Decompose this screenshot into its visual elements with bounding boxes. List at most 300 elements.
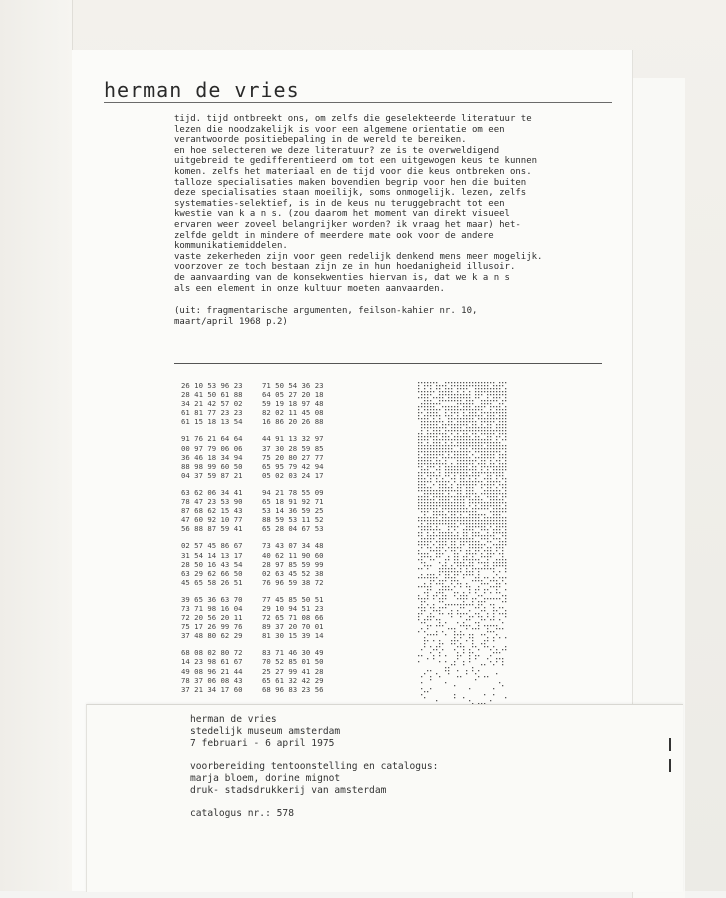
pattern-dot [502,550,503,551]
pattern-dot [481,394,482,395]
pattern-dot [436,505,437,506]
pattern-dot [472,562,473,563]
pattern-dot [478,625,479,626]
number-row: 37 30 28 59 85 [262,443,324,453]
pattern-dot [433,535,434,536]
pattern-dot [427,394,428,395]
pattern-dot [505,532,506,533]
pattern-dot [493,448,494,449]
pattern-dot [424,457,425,458]
quote-line: (uit: fragmentarische argumenten, feilson-kahier nr. 10, [174,306,478,317]
pattern-dot [448,388,449,389]
pattern-dot [481,412,482,413]
pattern-dot [421,433,422,434]
pattern-dot [460,424,461,425]
pattern-dot [496,505,497,506]
number-row: 77 45 85 50 51 [262,594,324,604]
pattern-dot [502,472,503,473]
pattern-dot [457,457,458,458]
pattern-dot [484,460,485,461]
pattern-dot [499,526,500,527]
essay-line: deze specialisaties staan moeilijk, soms onmogelijk. lezen, zelfs [174,188,527,199]
pattern-dot [466,523,467,524]
pattern-dot [490,394,491,395]
pattern-dot [451,640,452,641]
pattern-dot [478,436,479,437]
pattern-dot [454,580,455,581]
pattern-dot [487,553,488,554]
pattern-dot [484,451,485,452]
pattern-dot [484,538,485,539]
pattern-dot [496,481,497,482]
pattern-dot [484,478,485,479]
pattern-dot [418,499,419,500]
pattern-dot [490,511,491,512]
pattern-dot [493,457,494,458]
pattern-dot [493,421,494,422]
pattern-dot [445,580,446,581]
pattern-dot [481,535,482,536]
pattern-dot [493,580,494,581]
pattern-dot [484,556,485,557]
pattern-dot [505,538,506,539]
pattern-dot [469,634,470,635]
pattern-dot [484,607,485,608]
pattern-dot [418,451,419,452]
pattern-dot [490,517,491,518]
pattern-dot [487,418,488,419]
pattern-dot [457,580,458,581]
pattern-dot [460,454,461,455]
pattern-dot [472,604,473,605]
pattern-dot [505,397,506,398]
pattern-dot [496,523,497,524]
pattern-dot [445,496,446,497]
pattern-dot [451,508,452,509]
number-row: 68 96 83 23 56 [262,684,324,694]
pattern-dot [445,565,446,566]
pattern-dot [436,514,437,515]
pattern-dot [496,451,497,452]
pattern-dot [499,391,500,392]
pattern-dot [493,472,494,473]
number-row: 65 95 79 42 94 [262,461,324,471]
pattern-dot [499,466,500,467]
pattern-dot [448,556,449,557]
pattern-dot [421,442,422,443]
pattern-dot [487,388,488,389]
pattern-dot [457,640,458,641]
pattern-dot [505,577,506,578]
dot-pattern-graphic [416,380,608,710]
pattern-dot [460,460,461,461]
pattern-dot [424,460,425,461]
pattern-dot [502,496,503,497]
pattern-dot [463,559,464,560]
pattern-dot [496,598,497,599]
pattern-dot [505,469,506,470]
pattern-dot [433,532,434,533]
pattern-dot [427,412,428,413]
pattern-dot [439,676,440,677]
pattern-dot [433,538,434,539]
pattern-dot [418,466,419,467]
pattern-dot [463,661,464,662]
pattern-dot [433,577,434,578]
pattern-dot [469,409,470,410]
pattern-dot [487,529,488,530]
pattern-dot [433,433,434,434]
pattern-dot [436,523,437,524]
pattern-dot [496,502,497,503]
pattern-dot [478,496,479,497]
pattern-dot [433,421,434,422]
pattern-dot [439,427,440,428]
pattern-dot [481,427,482,428]
pattern-dot [463,469,464,470]
pattern-dot [442,538,443,539]
pattern-dot [427,409,428,410]
pattern-dot [478,394,479,395]
pattern-dot [472,511,473,512]
pattern-dot [499,382,500,383]
number-row: 65 28 04 67 53 [262,524,324,534]
pattern-dot [502,499,503,500]
pattern-dot [499,493,500,494]
pattern-dot [499,418,500,419]
pattern-dot [499,508,500,509]
pattern-dot [454,430,455,431]
pattern-dot [442,424,443,425]
pattern-dot [436,508,437,509]
pattern-dot [505,454,506,455]
pattern-dot [421,436,422,437]
number-row: 49 08 96 21 44 [181,666,243,676]
pattern-dot [454,577,455,578]
pattern-dot [490,526,491,527]
pattern-dot [505,484,506,485]
pattern-dot [436,646,437,647]
pattern-dot [502,607,503,608]
pattern-dot [451,547,452,548]
pattern-dot [454,559,455,560]
pattern-dot [499,403,500,404]
pattern-dot [433,499,434,500]
pattern-dot [454,409,455,410]
pattern-dot [433,559,434,560]
pattern-dot [454,562,455,563]
pattern-dot [493,652,494,653]
pattern-dot [463,592,464,593]
essay-line: vaste zekerheden zijn voor geen redelijk denkend mens meer mogelijk. [174,251,543,262]
pattern-dot [439,598,440,599]
pattern-dot [478,601,479,602]
pattern-dot [481,547,482,548]
pattern-dot [475,394,476,395]
pattern-dot [427,628,428,629]
pattern-dot [463,481,464,482]
pattern-dot [502,541,503,542]
pattern-dot [433,496,434,497]
pattern-dot [430,490,431,491]
pattern-dot [430,541,431,542]
pattern-dot [439,481,440,482]
pattern-dot [442,511,443,512]
pattern-dot [460,520,461,521]
pattern-dot [466,433,467,434]
pattern-dot [484,454,485,455]
pattern-dot [454,466,455,467]
pattern-dot [430,550,431,551]
binding-marks [669,738,673,778]
pattern-dot [463,577,464,578]
pattern-dot [475,526,476,527]
pattern-dot [469,490,470,491]
pattern-dot [475,421,476,422]
pattern-dot [469,661,470,662]
pattern-dot [466,586,467,587]
pattern-dot [472,640,473,641]
pattern-dot [439,583,440,584]
pattern-dot [481,502,482,503]
pattern-dot [484,634,485,635]
pattern-dot [424,538,425,539]
pattern-dot [469,658,470,659]
number-row: 39 65 36 63 70 [181,594,243,604]
pattern-dot [469,574,470,575]
pattern-dot [463,406,464,407]
pattern-dot [433,484,434,485]
pattern-dot [421,484,422,485]
pattern-dot [451,604,452,605]
pattern-dot [430,520,431,521]
pattern-dot [478,517,479,518]
pattern-dot [457,433,458,434]
number-row: 65 61 32 42 29 [262,675,324,685]
pattern-dot [424,469,425,470]
pattern-dot [436,481,437,482]
pattern-dot [454,508,455,509]
pattern-dot [418,454,419,455]
pattern-dot [478,418,479,419]
pattern-dot [430,403,431,404]
pattern-dot [421,412,422,413]
pattern-dot [490,457,491,458]
pattern-dot [493,466,494,467]
pattern-dot [427,577,428,578]
pattern-dot [505,412,506,413]
pattern-dot [493,418,494,419]
pattern-dot [463,382,464,383]
pattern-dot [475,484,476,485]
pattern-dot [505,427,506,428]
pattern-dot [439,529,440,530]
pattern-dot [457,460,458,461]
pattern-dot [433,523,434,524]
pattern-dot [436,517,437,518]
pattern-dot [451,469,452,470]
pattern-dot [463,430,464,431]
pattern-dot [487,676,488,677]
number-block [181,595,351,640]
number-column-right [262,595,343,640]
pattern-dot [430,619,431,620]
pattern-dot [475,472,476,473]
pattern-dot [472,535,473,536]
pattern-dot [487,496,488,497]
pattern-dot [502,385,503,386]
pattern-dot [451,511,452,512]
pattern-dot [454,505,455,506]
pattern-dot [448,559,449,560]
pattern-dot [421,613,422,614]
pattern-dot [439,568,440,569]
pattern-dot [421,676,422,677]
pattern-dot [466,520,467,521]
pattern-dot [505,520,506,521]
number-column-left [181,488,262,533]
pattern-dot [421,586,422,587]
pattern-dot [457,670,458,671]
pattern-dot [502,382,503,383]
pattern-dot [472,385,473,386]
pattern-dot [427,466,428,467]
pattern-dot [466,673,467,674]
pattern-dot [439,538,440,539]
number-row: 87 68 62 15 43 [181,506,243,516]
colophon-spacer [190,749,510,761]
pattern-dot [499,598,500,599]
pattern-dot [445,430,446,431]
pattern-dot [475,658,476,659]
pattern-dot [430,538,431,539]
pattern-dot [505,598,506,599]
pattern-dot [496,418,497,419]
pattern-dot [424,493,425,494]
pattern-dot [451,409,452,410]
pattern-dot [487,481,488,482]
pattern-dot [502,484,503,485]
pattern-dot [502,523,503,524]
pattern-dot [475,523,476,524]
pattern-dot [469,484,470,485]
pattern-dot [505,610,506,611]
pattern-dot [454,592,455,593]
pattern-dot [472,544,473,545]
pattern-dot [487,658,488,659]
pattern-dot [454,637,455,638]
pattern-dot [502,433,503,434]
pattern-dot [445,661,446,662]
pattern-dot [454,451,455,452]
pattern-dot [466,541,467,542]
pattern-dot [445,586,446,587]
pattern-dot [463,484,464,485]
pattern-dot [439,535,440,536]
pattern-dot [487,457,488,458]
pattern-dot [439,625,440,626]
pattern-dot [472,502,473,503]
pattern-dot [460,469,461,470]
pattern-dot [454,469,455,470]
pattern-dot [448,508,449,509]
number-row: 64 05 27 20 18 [262,390,324,400]
pattern-dot [439,610,440,611]
pattern-dot [436,439,437,440]
number-row: 37 21 34 17 60 [181,684,243,694]
pattern-dot [502,487,503,488]
pattern-dot [457,472,458,473]
pattern-dot [421,466,422,467]
pattern-dot [481,520,482,521]
pattern-dot [502,439,503,440]
pattern-dot [457,391,458,392]
pattern-dot [451,502,452,503]
pattern-dot [496,385,497,386]
pattern-dot [439,592,440,593]
pattern-dot [505,502,506,503]
pattern-dot [499,562,500,563]
pattern-dot [469,382,470,383]
pattern-dot [442,532,443,533]
pattern-dot [424,544,425,545]
pattern-dot [490,475,491,476]
pattern-dot [436,385,437,386]
pattern-dot [421,460,422,461]
essay-line: verantwoorde positiebepaling in de wereld te bereiken. [174,135,467,146]
pattern-dot [418,478,419,479]
pattern-dot [430,670,431,671]
pattern-dot [463,394,464,395]
pattern-dot [451,487,452,488]
pattern-dot [475,391,476,392]
pattern-dot [427,499,428,500]
pattern-dot [448,517,449,518]
pattern-dot [439,388,440,389]
pattern-dot [499,652,500,653]
pattern-dot [442,631,443,632]
pattern-dot [502,421,503,422]
pattern-dot [487,439,488,440]
pattern-dot [502,580,503,581]
pattern-dot [487,442,488,443]
pattern-dot [436,448,437,449]
pattern-dot [463,664,464,665]
pattern-dot [433,544,434,545]
pattern-dot [469,451,470,452]
pattern-dot [424,409,425,410]
pattern-dot [469,649,470,650]
pattern-dot [442,601,443,602]
pattern-dot [445,436,446,437]
number-row: 40 62 11 90 60 [262,550,324,560]
pattern-dot [469,520,470,521]
pattern-dot [418,436,419,437]
pattern-dot [469,589,470,590]
pattern-dot [463,502,464,503]
pattern-dot [451,442,452,443]
pattern-dot [424,526,425,527]
pattern-dot [460,637,461,638]
pattern-dot [487,520,488,521]
pattern-dot [493,523,494,524]
pattern-dot [466,439,467,440]
pattern-dot [457,493,458,494]
pattern-dot [454,586,455,587]
pattern-dot [436,595,437,596]
pattern-dot [430,583,431,584]
pattern-dot [430,451,431,452]
